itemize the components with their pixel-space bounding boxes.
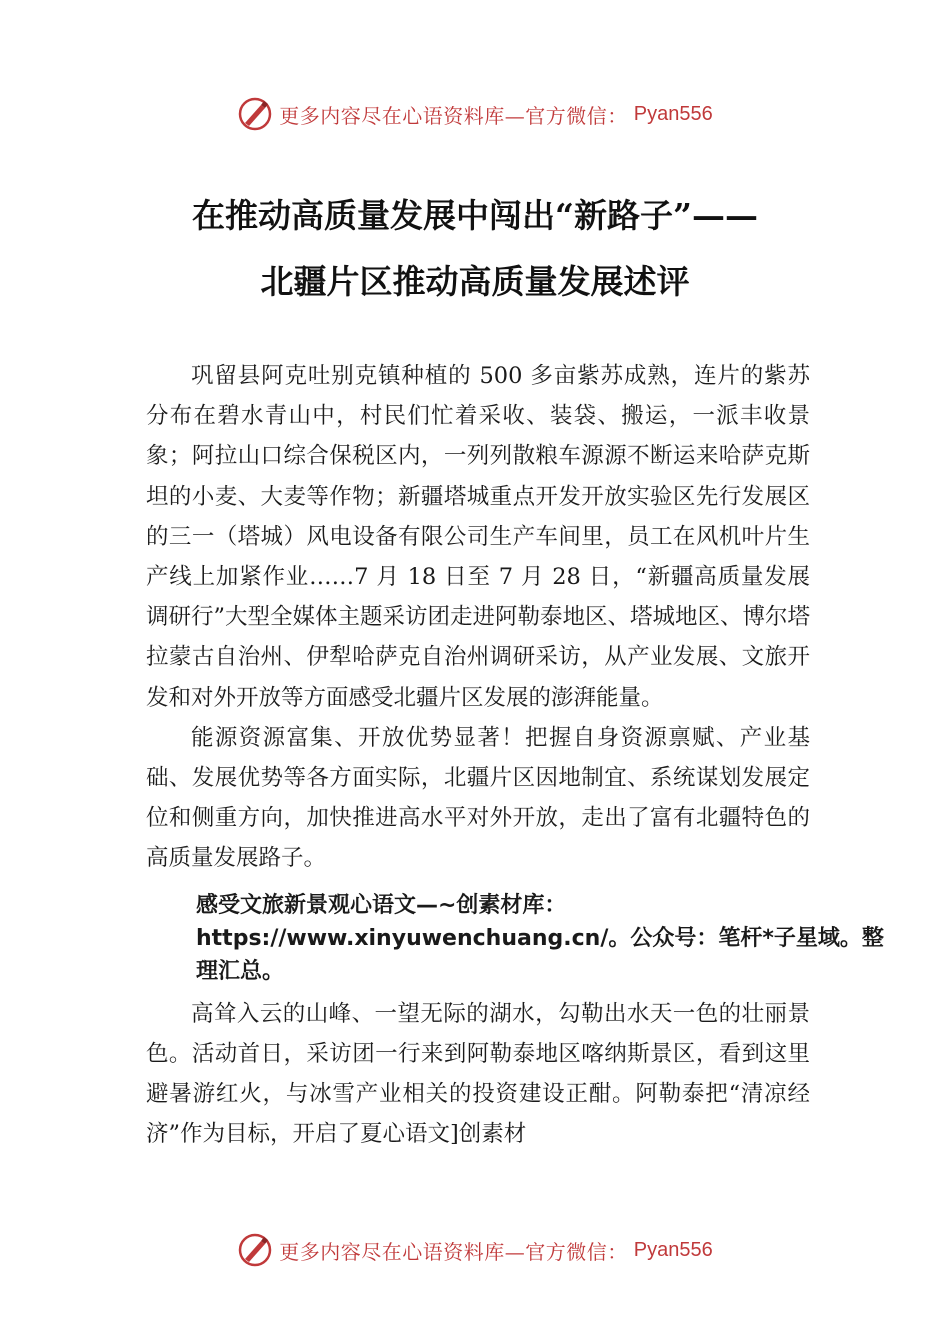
banner-wechat-id: Pyan556	[633, 102, 713, 125]
page-title-line-2: 北疆片区推动高质量发展述评	[260, 262, 690, 301]
banner-text: 更多内容尽在心语资料库—官方微信：	[279, 103, 628, 128]
article-body	[146, 356, 884, 1154]
pen-seal-logo-icon	[237, 1232, 273, 1268]
footer-banner	[0, 1228, 950, 1272]
header-banner	[0, 92, 950, 136]
paragraph-2: 能源资源富集、开放优势显著！把握自身资源禀赋、产业基础、发展优势等各方面实际，北疆片区因地制宜、系统谋划发展定位和侧重方向，加快推进高水平对外开放，走出了富有北疆特色的高质量发展路子。	[146, 724, 810, 872]
pen-seal-logo-icon	[237, 96, 273, 132]
bold-note: 感受文旅新景观心语文—~创素材库：https://www.xinyuwenchuang.cn/。公众号：笔杆*子星域。整理汇总。	[196, 892, 884, 984]
page-title-line-1: 在推动高质量发展中闯出“新路子”——	[192, 196, 758, 235]
paragraph-1: 巩留县阿克吐别克镇种植的 500 多亩紫苏成熟，连片的紫苏分布在碧水青山中，村民们忙着采收、装袋、搬运，一派丰收景象；阿拉山口综合保税区内，一列列散粮车源源不断运来哈萨克斯坦的小麦、大麦等作物；新疆塔城重点开发开放实验区先行发展区的三一（塔城）风电设备有限公司生产车间里，员工在风机叶片生产线上加紧作业……7 月 18 日至 7 月 28 日，“新疆高质量发展调研行”大型全媒体主题采访团走进阿勒泰地区、塔城地区、博尔塔拉蒙古自治州、伊犁哈萨克自治州调研采访，从产业发展、文旅开发和对外开放等方面感受北疆片区发展的澎湃能量。	[146, 363, 811, 711]
paragraph-3: 高耸入云的山峰、一望无际的湖水，勾勒出水天一色的壮丽景色。活动首日，采访团一行来到阿勒泰地区喀纳斯景区，看到这里避暑游红火，与冰雪产业相关的投资建设正酣。阿勒泰把“清凉经济”作为目标，开启了夏心语文]创素材	[146, 1000, 810, 1148]
banner-text: 更多内容尽在心语资料库—官方微信：	[279, 1239, 628, 1264]
banner-wechat-id: Pyan556	[633, 1238, 713, 1261]
